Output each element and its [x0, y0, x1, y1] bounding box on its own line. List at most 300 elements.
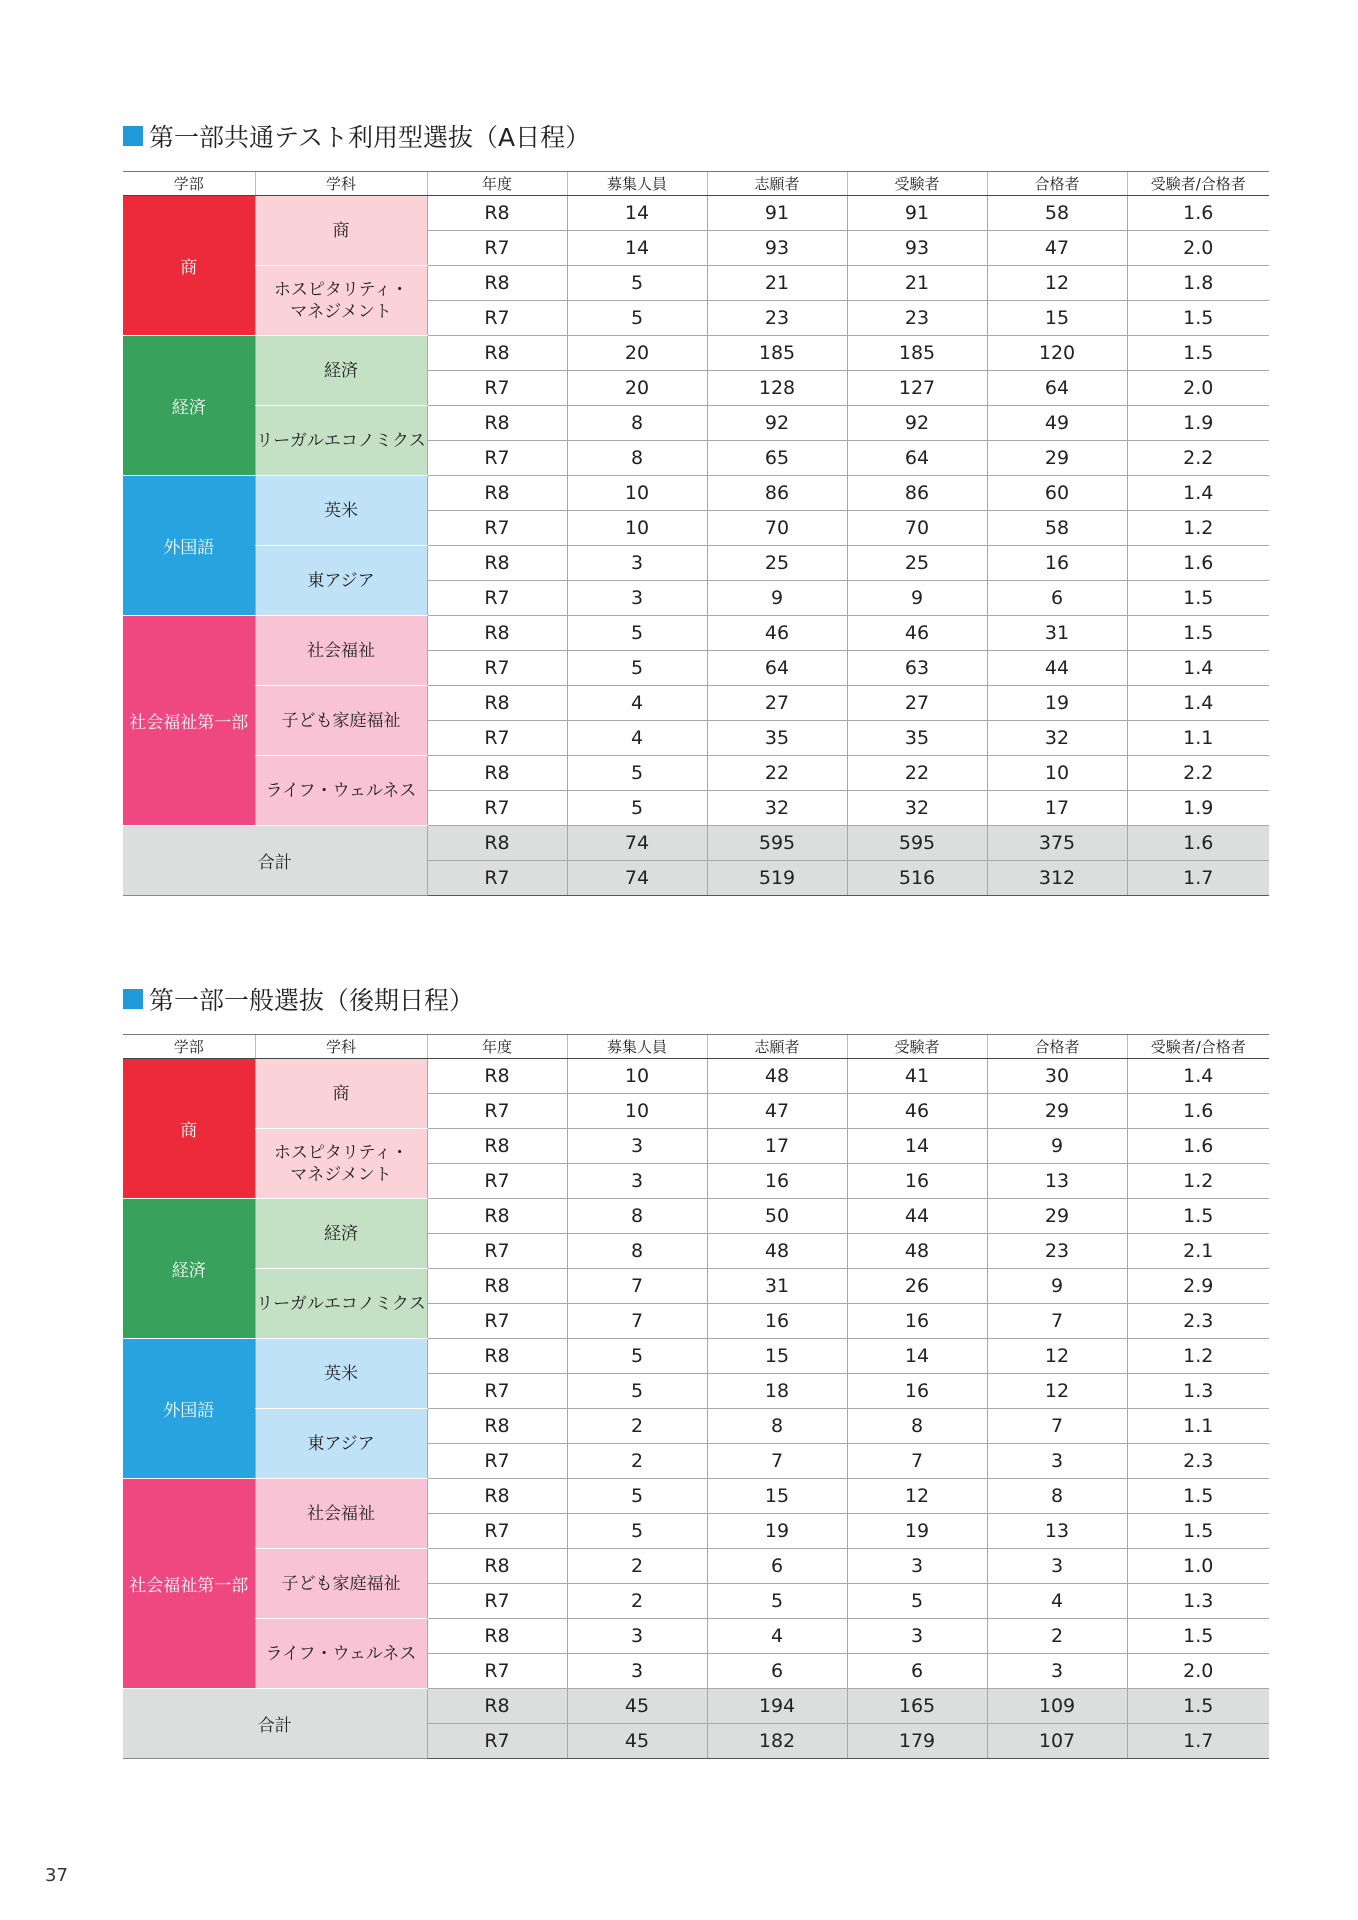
- quota-cell: 3: [567, 581, 707, 616]
- department-cell: 商: [255, 196, 427, 266]
- year-cell: R8: [427, 546, 567, 581]
- applicants-cell: 48: [707, 1234, 847, 1269]
- applicants-cell: 128: [707, 371, 847, 406]
- year-cell: R8: [427, 756, 567, 791]
- admissions-table: [123, 171, 1269, 896]
- passers-cell: 3: [987, 1654, 1127, 1689]
- year-cell: R7: [427, 1094, 567, 1129]
- table-row: [123, 546, 1269, 581]
- faculty-cell: 外国語: [123, 1339, 255, 1479]
- header-faculty: 学部: [123, 172, 255, 196]
- year-cell: R7: [427, 231, 567, 266]
- examinees-cell: 46: [847, 1094, 987, 1129]
- examinees-cell: 46: [847, 616, 987, 651]
- applicants-cell: 47: [707, 1094, 847, 1129]
- ratio-cell: 1.9: [1127, 406, 1269, 441]
- ratio-cell: 1.9: [1127, 791, 1269, 826]
- applicants-cell: 18: [707, 1374, 847, 1409]
- examinees-cell: 9: [847, 581, 987, 616]
- quota-cell: 10: [567, 511, 707, 546]
- passers-cell: 44: [987, 651, 1127, 686]
- quota-cell: 8: [567, 1234, 707, 1269]
- passers-cell: 29: [987, 441, 1127, 476]
- department-cell: リーガルエコノミクス: [255, 1269, 427, 1339]
- applicants-cell: 15: [707, 1479, 847, 1514]
- examinees-cell: 185: [847, 336, 987, 371]
- examinees-cell: 41: [847, 1059, 987, 1094]
- ratio-cell: 1.6: [1127, 196, 1269, 231]
- faculty-cell: 商: [123, 1059, 255, 1199]
- ratio-cell: 1.5: [1127, 1689, 1269, 1724]
- quota-cell: 4: [567, 721, 707, 756]
- faculty-cell: 商: [123, 196, 255, 336]
- applicants-cell: 6: [707, 1654, 847, 1689]
- ratio-cell: 2.0: [1127, 371, 1269, 406]
- applicants-cell: 93: [707, 231, 847, 266]
- quota-cell: 2: [567, 1584, 707, 1619]
- examinees-cell: 595: [847, 826, 987, 861]
- applicants-cell: 6: [707, 1549, 847, 1584]
- ratio-cell: 1.4: [1127, 651, 1269, 686]
- year-cell: R7: [427, 1164, 567, 1199]
- quota-cell: 74: [567, 826, 707, 861]
- passers-cell: 47: [987, 231, 1127, 266]
- examinees-cell: 16: [847, 1304, 987, 1339]
- table-row: [123, 196, 1269, 231]
- year-cell: R8: [427, 1549, 567, 1584]
- ratio-cell: 1.7: [1127, 1724, 1269, 1759]
- examinees-cell: 44: [847, 1199, 987, 1234]
- quota-cell: 5: [567, 651, 707, 686]
- department-cell: ライフ・ウェルネス: [255, 756, 427, 826]
- examinees-cell: 3: [847, 1549, 987, 1584]
- quota-cell: 5: [567, 756, 707, 791]
- title-square-icon: [123, 126, 143, 146]
- applicants-cell: 48: [707, 1059, 847, 1094]
- ratio-cell: 2.3: [1127, 1304, 1269, 1339]
- ratio-cell: 1.6: [1127, 1094, 1269, 1129]
- examinees-cell: 16: [847, 1164, 987, 1199]
- total-label: 合計: [123, 826, 427, 896]
- examinees-cell: 48: [847, 1234, 987, 1269]
- examinees-cell: 5: [847, 1584, 987, 1619]
- department-cell: 経済: [255, 336, 427, 406]
- section-title: [123, 118, 590, 154]
- department-cell: リーガルエコノミクス: [255, 406, 427, 476]
- header-year: 年度: [427, 1035, 567, 1059]
- quota-cell: 5: [567, 1514, 707, 1549]
- department-cell: ホスピタリティ・ マネジメント: [255, 266, 427, 336]
- ratio-cell: 2.0: [1127, 231, 1269, 266]
- admissions-table: [123, 1034, 1269, 1759]
- table-row: [123, 1059, 1269, 1094]
- quota-cell: 45: [567, 1724, 707, 1759]
- year-cell: R7: [427, 441, 567, 476]
- quota-cell: 4: [567, 686, 707, 721]
- quota-cell: 8: [567, 406, 707, 441]
- passers-cell: 6: [987, 581, 1127, 616]
- header-department: 学科: [255, 1035, 427, 1059]
- header-passers: 合格者: [987, 1035, 1127, 1059]
- ratio-cell: 1.5: [1127, 1619, 1269, 1654]
- applicants-cell: 5: [707, 1584, 847, 1619]
- quota-cell: 2: [567, 1549, 707, 1584]
- examinees-cell: 516: [847, 861, 987, 896]
- department-cell: 東アジア: [255, 1409, 427, 1479]
- header-department: 学科: [255, 172, 427, 196]
- examinees-cell: 22: [847, 756, 987, 791]
- ratio-cell: 2.2: [1127, 441, 1269, 476]
- passers-cell: 2: [987, 1619, 1127, 1654]
- passers-cell: 31: [987, 616, 1127, 651]
- department-cell: 経済: [255, 1199, 427, 1269]
- applicants-cell: 86: [707, 476, 847, 511]
- applicants-cell: 15: [707, 1339, 847, 1374]
- year-cell: R7: [427, 651, 567, 686]
- table-row: [123, 1199, 1269, 1234]
- department-cell: 英米: [255, 476, 427, 546]
- examinees-cell: 8: [847, 1409, 987, 1444]
- year-cell: R7: [427, 721, 567, 756]
- passers-cell: 29: [987, 1094, 1127, 1129]
- ratio-cell: 1.2: [1127, 511, 1269, 546]
- examinees-cell: 14: [847, 1339, 987, 1374]
- faculty-cell: 社会福祉第一部: [123, 1479, 255, 1689]
- table-row: [123, 686, 1269, 721]
- ratio-cell: 1.3: [1127, 1584, 1269, 1619]
- examinees-cell: 3: [847, 1619, 987, 1654]
- year-cell: R8: [427, 686, 567, 721]
- year-cell: R7: [427, 1654, 567, 1689]
- quota-cell: 3: [567, 1129, 707, 1164]
- passers-cell: 3: [987, 1549, 1127, 1584]
- examinees-cell: 93: [847, 231, 987, 266]
- year-cell: R8: [427, 1339, 567, 1374]
- table-row: [123, 336, 1269, 371]
- year-cell: R8: [427, 1129, 567, 1164]
- applicants-cell: 182: [707, 1724, 847, 1759]
- passers-cell: 120: [987, 336, 1127, 371]
- year-cell: R7: [427, 791, 567, 826]
- ratio-cell: 1.5: [1127, 581, 1269, 616]
- quota-cell: 8: [567, 1199, 707, 1234]
- department-cell: ライフ・ウェルネス: [255, 1619, 427, 1689]
- applicants-cell: 25: [707, 546, 847, 581]
- ratio-cell: 1.2: [1127, 1339, 1269, 1374]
- examinees-cell: 21: [847, 266, 987, 301]
- passers-cell: 64: [987, 371, 1127, 406]
- year-cell: R7: [427, 581, 567, 616]
- ratio-cell: 1.5: [1127, 1479, 1269, 1514]
- passers-cell: 12: [987, 266, 1127, 301]
- table-header-row: [123, 1035, 1269, 1059]
- passers-cell: 7: [987, 1409, 1127, 1444]
- applicants-cell: 21: [707, 266, 847, 301]
- ratio-cell: 1.2: [1127, 1164, 1269, 1199]
- quota-cell: 3: [567, 1164, 707, 1199]
- examinees-cell: 25: [847, 546, 987, 581]
- examinees-cell: 64: [847, 441, 987, 476]
- applicants-cell: 31: [707, 1269, 847, 1304]
- page-number: 37: [45, 1865, 68, 1886]
- passers-cell: 312: [987, 861, 1127, 896]
- applicants-cell: 50: [707, 1199, 847, 1234]
- ratio-cell: 1.5: [1127, 336, 1269, 371]
- applicants-cell: 35: [707, 721, 847, 756]
- total-row: [123, 826, 1269, 861]
- applicants-cell: 595: [707, 826, 847, 861]
- applicants-cell: 4: [707, 1619, 847, 1654]
- quota-cell: 10: [567, 476, 707, 511]
- year-cell: R7: [427, 301, 567, 336]
- table-body: [123, 196, 1269, 896]
- applicants-cell: 19: [707, 1514, 847, 1549]
- passers-cell: 107: [987, 1724, 1127, 1759]
- ratio-cell: 2.3: [1127, 1444, 1269, 1479]
- passers-cell: 10: [987, 756, 1127, 791]
- examinees-cell: 92: [847, 406, 987, 441]
- examinees-cell: 179: [847, 1724, 987, 1759]
- examinees-cell: 12: [847, 1479, 987, 1514]
- quota-cell: 10: [567, 1059, 707, 1094]
- ratio-cell: 1.5: [1127, 1514, 1269, 1549]
- table-row: [123, 406, 1269, 441]
- table-row: [123, 1129, 1269, 1164]
- applicants-cell: 46: [707, 616, 847, 651]
- applicants-cell: 32: [707, 791, 847, 826]
- total-row: [123, 1689, 1269, 1724]
- year-cell: R8: [427, 1479, 567, 1514]
- examinees-cell: 14: [847, 1129, 987, 1164]
- quota-cell: 5: [567, 1339, 707, 1374]
- applicants-cell: 92: [707, 406, 847, 441]
- table-header-row: [123, 172, 1269, 196]
- passers-cell: 16: [987, 546, 1127, 581]
- year-cell: R7: [427, 1514, 567, 1549]
- applicants-cell: 64: [707, 651, 847, 686]
- applicants-cell: 185: [707, 336, 847, 371]
- ratio-cell: 1.1: [1127, 721, 1269, 756]
- ratio-cell: 1.8: [1127, 266, 1269, 301]
- quota-cell: 5: [567, 616, 707, 651]
- examinees-cell: 26: [847, 1269, 987, 1304]
- title-square-icon: [123, 989, 143, 1009]
- passers-cell: 7: [987, 1304, 1127, 1339]
- passers-cell: 13: [987, 1514, 1127, 1549]
- section-title-text: 第一部一般選抜（後期日程）: [149, 986, 475, 1015]
- year-cell: R7: [427, 371, 567, 406]
- header-ratio: 受験者/合格者: [1127, 172, 1269, 196]
- passers-cell: 4: [987, 1584, 1127, 1619]
- faculty-cell: 経済: [123, 1199, 255, 1339]
- section-title-text: 第一部共通テスト利用型選抜（A日程）: [149, 123, 591, 152]
- year-cell: R7: [427, 1724, 567, 1759]
- ratio-cell: 2.0: [1127, 1654, 1269, 1689]
- year-cell: R7: [427, 861, 567, 896]
- passers-cell: 12: [987, 1339, 1127, 1374]
- applicants-cell: 519: [707, 861, 847, 896]
- applicants-cell: 17: [707, 1129, 847, 1164]
- quota-cell: 7: [567, 1304, 707, 1339]
- table-row: [123, 616, 1269, 651]
- applicants-cell: 9: [707, 581, 847, 616]
- examinees-cell: 86: [847, 476, 987, 511]
- table-row: [123, 266, 1269, 301]
- ratio-cell: 1.6: [1127, 826, 1269, 861]
- passers-cell: 17: [987, 791, 1127, 826]
- header-ratio: 受験者/合格者: [1127, 1035, 1269, 1059]
- quota-cell: 5: [567, 1479, 707, 1514]
- ratio-cell: 2.1: [1127, 1234, 1269, 1269]
- applicants-cell: 16: [707, 1164, 847, 1199]
- table-row: [123, 1619, 1269, 1654]
- ratio-cell: 1.7: [1127, 861, 1269, 896]
- passers-cell: 9: [987, 1129, 1127, 1164]
- table-body: [123, 1059, 1269, 1759]
- quota-cell: 20: [567, 371, 707, 406]
- quota-cell: 5: [567, 791, 707, 826]
- applicants-cell: 65: [707, 441, 847, 476]
- table-row: [123, 1549, 1269, 1584]
- year-cell: R8: [427, 1059, 567, 1094]
- year-cell: R7: [427, 1584, 567, 1619]
- quota-cell: 5: [567, 1374, 707, 1409]
- ratio-cell: 1.5: [1127, 1199, 1269, 1234]
- quota-cell: 2: [567, 1409, 707, 1444]
- year-cell: R7: [427, 1444, 567, 1479]
- examinees-cell: 165: [847, 1689, 987, 1724]
- header-applicants: 志願者: [707, 172, 847, 196]
- header-quota: 募集人員: [567, 1035, 707, 1059]
- department-cell: 社会福祉: [255, 616, 427, 686]
- year-cell: R8: [427, 1199, 567, 1234]
- ratio-cell: 1.6: [1127, 546, 1269, 581]
- examinees-cell: 91: [847, 196, 987, 231]
- quota-cell: 3: [567, 1654, 707, 1689]
- passers-cell: 375: [987, 826, 1127, 861]
- passers-cell: 58: [987, 511, 1127, 546]
- faculty-cell: 経済: [123, 336, 255, 476]
- passers-cell: 9: [987, 1269, 1127, 1304]
- ratio-cell: 1.6: [1127, 1129, 1269, 1164]
- passers-cell: 29: [987, 1199, 1127, 1234]
- ratio-cell: 2.2: [1127, 756, 1269, 791]
- passers-cell: 3: [987, 1444, 1127, 1479]
- department-cell: 東アジア: [255, 546, 427, 616]
- department-cell: 英米: [255, 1339, 427, 1409]
- ratio-cell: 1.4: [1127, 476, 1269, 511]
- year-cell: R7: [427, 1304, 567, 1339]
- section-title: [123, 981, 474, 1017]
- department-cell: 商: [255, 1059, 427, 1129]
- year-cell: R8: [427, 476, 567, 511]
- quota-cell: 14: [567, 231, 707, 266]
- header-examinees: 受験者: [847, 1035, 987, 1059]
- year-cell: R8: [427, 616, 567, 651]
- department-cell: ホスピタリティ・ マネジメント: [255, 1129, 427, 1199]
- examinees-cell: 32: [847, 791, 987, 826]
- year-cell: R8: [427, 406, 567, 441]
- year-cell: R8: [427, 196, 567, 231]
- examinees-cell: 6: [847, 1654, 987, 1689]
- table-row: [123, 1269, 1269, 1304]
- ratio-cell: 1.4: [1127, 1059, 1269, 1094]
- ratio-cell: 1.3: [1127, 1374, 1269, 1409]
- applicants-cell: 23: [707, 301, 847, 336]
- year-cell: R8: [427, 826, 567, 861]
- passers-cell: 15: [987, 301, 1127, 336]
- year-cell: R8: [427, 1689, 567, 1724]
- header-applicants: 志願者: [707, 1035, 847, 1059]
- ratio-cell: 1.0: [1127, 1549, 1269, 1584]
- applicants-cell: 22: [707, 756, 847, 791]
- department-cell: 社会福祉: [255, 1479, 427, 1549]
- department-cell: 子ども家庭福祉: [255, 1549, 427, 1619]
- year-cell: R8: [427, 1409, 567, 1444]
- applicants-cell: 91: [707, 196, 847, 231]
- passers-cell: 19: [987, 686, 1127, 721]
- year-cell: R7: [427, 1234, 567, 1269]
- examinees-cell: 16: [847, 1374, 987, 1409]
- ratio-cell: 1.4: [1127, 686, 1269, 721]
- header-quota: 募集人員: [567, 172, 707, 196]
- applicants-cell: 7: [707, 1444, 847, 1479]
- ratio-cell: 1.1: [1127, 1409, 1269, 1444]
- faculty-cell: 外国語: [123, 476, 255, 616]
- quota-cell: 20: [567, 336, 707, 371]
- quota-cell: 8: [567, 441, 707, 476]
- quota-cell: 3: [567, 546, 707, 581]
- faculty-cell: 社会福祉第一部: [123, 616, 255, 826]
- quota-cell: 7: [567, 1269, 707, 1304]
- applicants-cell: 70: [707, 511, 847, 546]
- header-examinees: 受験者: [847, 172, 987, 196]
- examinees-cell: 70: [847, 511, 987, 546]
- year-cell: R8: [427, 1619, 567, 1654]
- passers-cell: 30: [987, 1059, 1127, 1094]
- year-cell: R7: [427, 1374, 567, 1409]
- passers-cell: 60: [987, 476, 1127, 511]
- passers-cell: 13: [987, 1164, 1127, 1199]
- applicants-cell: 16: [707, 1304, 847, 1339]
- examinees-cell: 19: [847, 1514, 987, 1549]
- year-cell: R8: [427, 266, 567, 301]
- passers-cell: 23: [987, 1234, 1127, 1269]
- quota-cell: 45: [567, 1689, 707, 1724]
- examinees-cell: 7: [847, 1444, 987, 1479]
- passers-cell: 58: [987, 196, 1127, 231]
- passers-cell: 32: [987, 721, 1127, 756]
- quota-cell: 74: [567, 861, 707, 896]
- examinees-cell: 27: [847, 686, 987, 721]
- applicants-cell: 194: [707, 1689, 847, 1724]
- applicants-cell: 8: [707, 1409, 847, 1444]
- year-cell: R8: [427, 336, 567, 371]
- table-row: [123, 756, 1269, 791]
- ratio-cell: 1.5: [1127, 301, 1269, 336]
- applicants-cell: 27: [707, 686, 847, 721]
- table-row: [123, 1409, 1269, 1444]
- ratio-cell: 1.5: [1127, 616, 1269, 651]
- header-passers: 合格者: [987, 172, 1127, 196]
- ratio-cell: 2.9: [1127, 1269, 1269, 1304]
- quota-cell: 5: [567, 301, 707, 336]
- passers-cell: 8: [987, 1479, 1127, 1514]
- examinees-cell: 35: [847, 721, 987, 756]
- header-faculty: 学部: [123, 1035, 255, 1059]
- year-cell: R7: [427, 511, 567, 546]
- year-cell: R8: [427, 1269, 567, 1304]
